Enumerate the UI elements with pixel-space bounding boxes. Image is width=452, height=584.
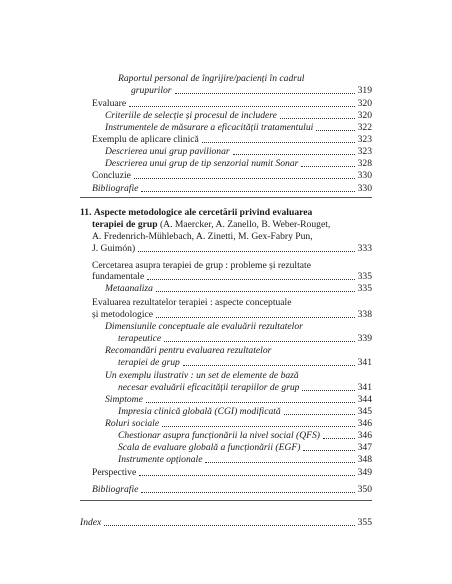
- divider: [80, 500, 372, 501]
- toc-page-number: 330: [357, 170, 372, 181]
- dot-leader: [202, 142, 355, 143]
- toc-entry-label: Recomandări pentru evaluarea rezultatelor: [105, 345, 272, 356]
- toc-entry-label: necesar evaluării eficacității terapiilor de grup: [118, 382, 300, 393]
- toc-entry: [92, 98, 372, 109]
- chapter-title: terapiei de grup: [92, 219, 158, 230]
- dot-leader: [134, 178, 355, 179]
- toc-page-number: 349: [357, 467, 372, 478]
- divider: [80, 197, 372, 198]
- toc-entry: [80, 517, 372, 528]
- dot-leader: [162, 426, 355, 427]
- toc-entry-label: Instrumentele de măsurare a eficacității tratamentului: [105, 122, 314, 133]
- toc-entry-label: grupurilor: [131, 85, 172, 96]
- toc-page-number: 320: [357, 110, 372, 121]
- toc-entry-label: Bibliografie: [92, 183, 139, 194]
- dot-leader: [284, 414, 355, 415]
- dot-leader: [164, 341, 354, 342]
- toc-page-number: 355: [357, 517, 372, 528]
- toc-page-number: 346: [357, 430, 372, 441]
- toc-entry: [92, 134, 372, 145]
- toc-page-number: 347: [357, 442, 372, 453]
- dot-leader: [139, 475, 354, 476]
- toc-page-number: 344: [357, 394, 372, 405]
- toc-entry-label: Metaanaliza: [105, 283, 153, 294]
- dot-leader: [183, 365, 355, 366]
- toc-page-number: 323: [357, 134, 372, 145]
- toc-page-number: 338: [357, 309, 372, 320]
- toc-entry-label: Chestionar asupra funcționării la nivel social (QFS): [118, 430, 320, 441]
- dot-leader: [138, 251, 354, 252]
- chapter-number: 11.: [80, 207, 92, 218]
- toc-entry-label: Evaluarea rezultatelor terapiei : aspecte conceptuale: [92, 297, 292, 308]
- toc-entry-label: Descrierea unui grup de tip senzorial numit Sonar: [105, 158, 299, 169]
- toc-entry: [118, 333, 372, 344]
- toc-page-number: 339: [357, 333, 372, 344]
- dot-leader: [147, 279, 354, 280]
- toc-entry-label: Criteriile de selecție și procesul de includere: [105, 110, 277, 121]
- dot-leader: [141, 492, 354, 493]
- dot-leader: [301, 166, 354, 167]
- toc-page-number: 341: [357, 357, 372, 368]
- chapter-title: Aspecte metodologice ale cercetării privind evaluarea: [93, 207, 313, 218]
- toc-entry: [92, 309, 372, 320]
- toc-entry-label: Exemplu de aplicare clinică: [92, 134, 199, 145]
- toc-entry: [92, 170, 372, 181]
- toc-entry-label: Descrierea unui grup pavilionar: [105, 146, 230, 157]
- dot-leader: [303, 450, 354, 451]
- toc-entry: [105, 158, 372, 169]
- toc-entry-label: fundamentale: [92, 271, 145, 282]
- dot-leader: [175, 93, 355, 94]
- toc-entry: [105, 418, 372, 429]
- toc-page-number: 328: [357, 158, 372, 169]
- toc-entry: [105, 122, 372, 133]
- toc-page-number: 341: [357, 382, 372, 393]
- toc-entry: [118, 430, 372, 441]
- toc-entry-label: Impresia clinică globală (CGI) modificată: [118, 406, 281, 417]
- toc-page-number: 350: [357, 484, 372, 495]
- dot-leader: [302, 390, 354, 391]
- toc-page-number: 335: [357, 271, 372, 282]
- toc-entry-label: Scala de evaluare globală a funcționării (EGF): [118, 442, 301, 453]
- toc-entry-label: Raportul personal de îngrijire/pacienți în cadrul: [118, 73, 305, 84]
- dot-leader: [104, 525, 354, 526]
- toc-entry-label: Dimensiunile conceptuale ale evaluării rezultatelor: [105, 321, 303, 332]
- toc-page-number: 333: [357, 243, 372, 254]
- toc-entry: [92, 467, 372, 478]
- toc-entry-label: Roluri sociale: [105, 418, 160, 429]
- toc-entry: [105, 283, 372, 294]
- toc-entry: [131, 85, 372, 96]
- dot-leader: [156, 317, 355, 318]
- toc-page-number: 348: [357, 454, 372, 465]
- toc-entry-label: Cercetarea asupra terapiei de grup : probleme și rezultate: [92, 260, 311, 271]
- dot-leader: [146, 402, 355, 403]
- dot-leader: [316, 130, 354, 131]
- toc-entry: [92, 271, 372, 282]
- toc-entry: [118, 406, 372, 417]
- toc-entry-label: terapeutice: [118, 333, 162, 344]
- dot-leader: [280, 118, 355, 119]
- chapter-authors: J. Guimón): [92, 243, 136, 254]
- toc-entry: [118, 357, 372, 368]
- dot-leader: [323, 438, 355, 439]
- dot-leader: [129, 106, 355, 107]
- toc-page-number: 335: [357, 283, 372, 294]
- toc-page-number: 322: [357, 122, 372, 133]
- dot-leader: [205, 462, 354, 463]
- toc-entry-label: Instrumente opționale: [118, 454, 203, 465]
- toc-entry: [92, 484, 372, 495]
- dot-leader: [233, 154, 355, 155]
- toc-entry-label: terapiei de grup: [118, 357, 180, 368]
- toc-entry: [105, 146, 372, 157]
- toc-entry-label: Simptome: [105, 394, 143, 405]
- toc-entry: [105, 394, 372, 405]
- toc-entry-label: și metodologice: [92, 309, 154, 320]
- toc-entry-label: Index: [80, 517, 102, 528]
- toc-entry: [118, 442, 372, 453]
- toc-entry: [92, 243, 372, 254]
- toc-page-number: 346: [357, 418, 372, 429]
- toc-entry-label: Concluzie: [92, 170, 131, 181]
- dot-leader: [156, 291, 355, 292]
- toc-page-number: 323: [357, 146, 372, 157]
- toc-entry-label: Perspective: [92, 467, 137, 478]
- toc-entry: [105, 110, 372, 121]
- dot-leader: [141, 191, 354, 192]
- toc-entry-label: Evaluare: [92, 98, 127, 109]
- toc-entry-label: Bibliografie: [92, 484, 139, 495]
- toc-entry: [118, 454, 372, 465]
- chapter-authors: A. Fredenrich-Mühlebach, A. Zinetti, M. Gex-Fabry Pun,: [92, 231, 313, 242]
- toc-page-number: 330: [357, 183, 372, 194]
- toc-page-number: 345: [357, 406, 372, 417]
- toc-page-number: 320: [357, 98, 372, 109]
- toc-entry: [92, 183, 372, 194]
- toc-page-number: 319: [357, 85, 372, 96]
- toc-entry-label: Un exemplu ilustrativ : un set de elemente de bază: [105, 370, 299, 381]
- toc-entry: [118, 382, 372, 393]
- chapter-authors: (A. Maercker, A. Zanello, B. Weber-Rouget,: [157, 219, 331, 230]
